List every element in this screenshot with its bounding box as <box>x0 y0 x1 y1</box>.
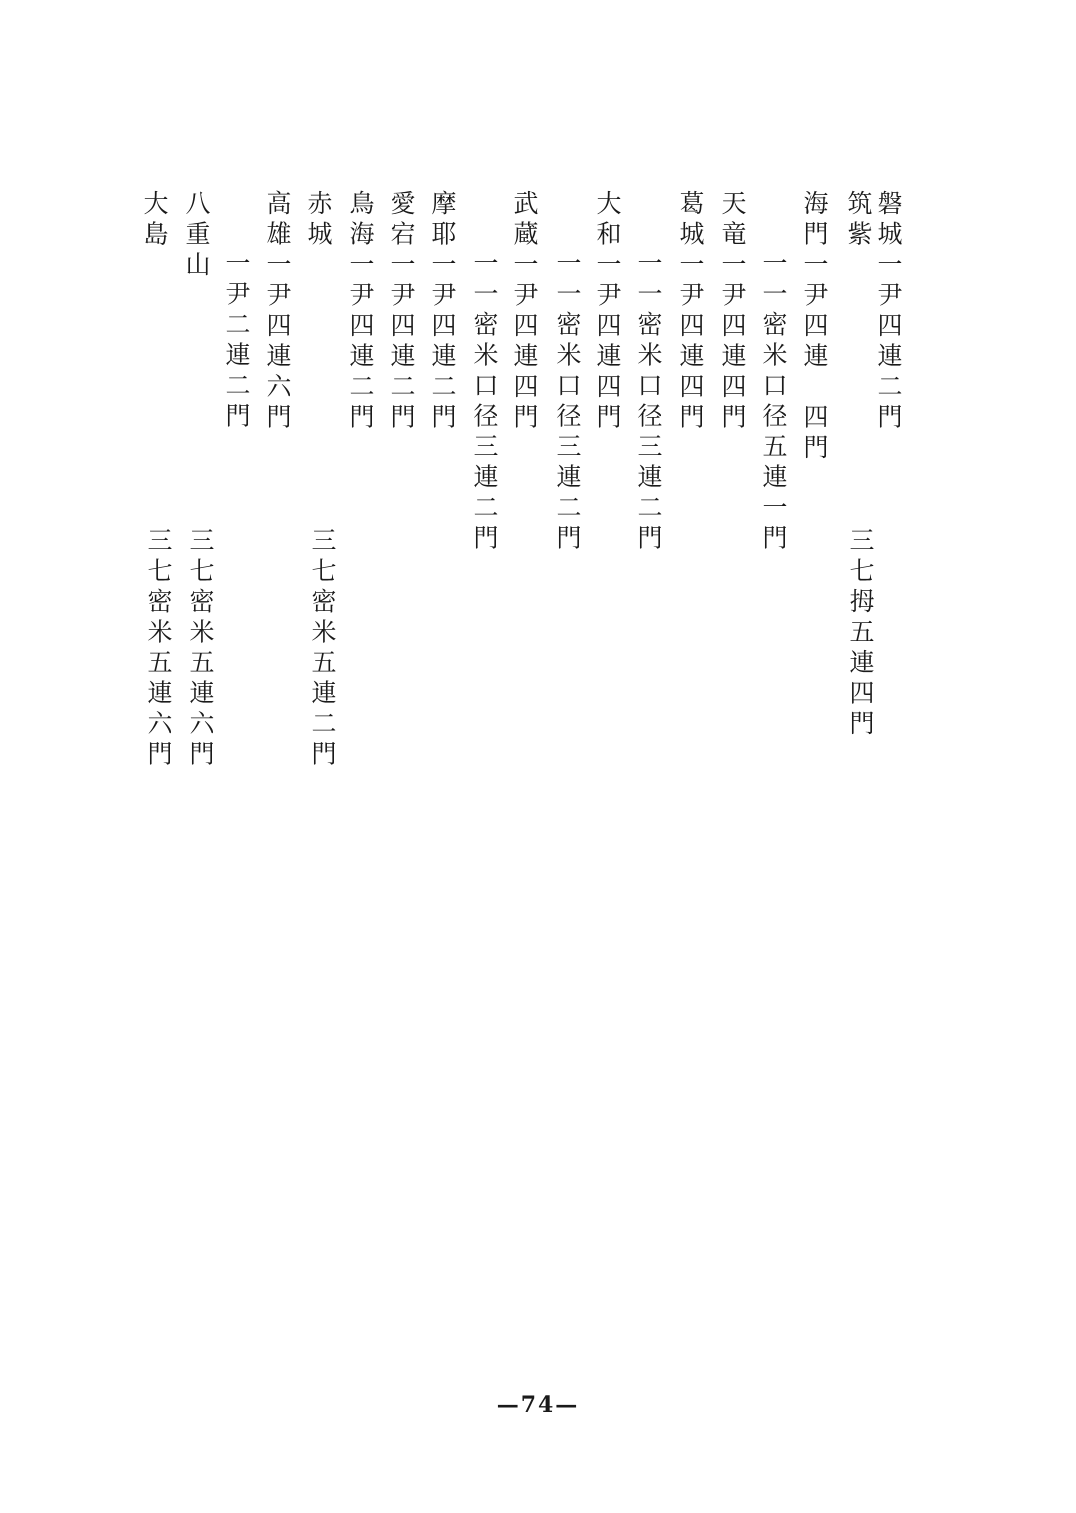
column-kaimon: 海門一尹四連 四門 <box>800 190 829 465</box>
column-yaeyama-sub: 三七密米五連六門 <box>186 527 215 771</box>
page-number: —74— <box>496 1392 580 1418</box>
column-takao: 高雄一尹四連六門 <box>263 190 292 434</box>
column-tenryu: 天竜一尹四連四門 <box>718 190 747 434</box>
column-yaeyama: 八重山 <box>182 190 211 282</box>
column-iwaki: 磐城一尹四連二門 <box>874 190 903 434</box>
column-maya: 摩耶一尹四連二門 <box>428 190 457 434</box>
column-atago: 愛宕一尹四連二門 <box>387 190 416 434</box>
column-takao-2: 一尹二連二門 <box>222 250 251 433</box>
column-oshima-sub: 三七密米五連六門 <box>144 527 173 771</box>
column-tsukushi-sub: 三七拇五連四門 <box>846 527 875 741</box>
column-chokai: 鳥海一尹四連二門 <box>346 190 375 434</box>
column-akagi-sub: 三七密米五連二門 <box>308 527 337 771</box>
column-yamato: 大和一尹四連四門 <box>593 190 622 434</box>
column-oshima: 大島 <box>140 190 169 251</box>
column-yamato-2: 一一密米口径三連二門 <box>553 250 582 555</box>
column-katsuragi: 葛城一尹四連四門 <box>676 190 705 434</box>
column-musashi: 武蔵一尹四連四門 <box>510 190 539 434</box>
column-tsukushi: 筑紫 <box>844 190 873 251</box>
column-musashi-2: 一一密米口径三連二門 <box>470 250 499 555</box>
column-katsuragi-2: 一一密米口径三連二門 <box>634 250 663 555</box>
column-akagi: 赤城 <box>304 190 333 251</box>
column-kaimon-2: 一一密米口径五連一門 <box>759 250 788 555</box>
